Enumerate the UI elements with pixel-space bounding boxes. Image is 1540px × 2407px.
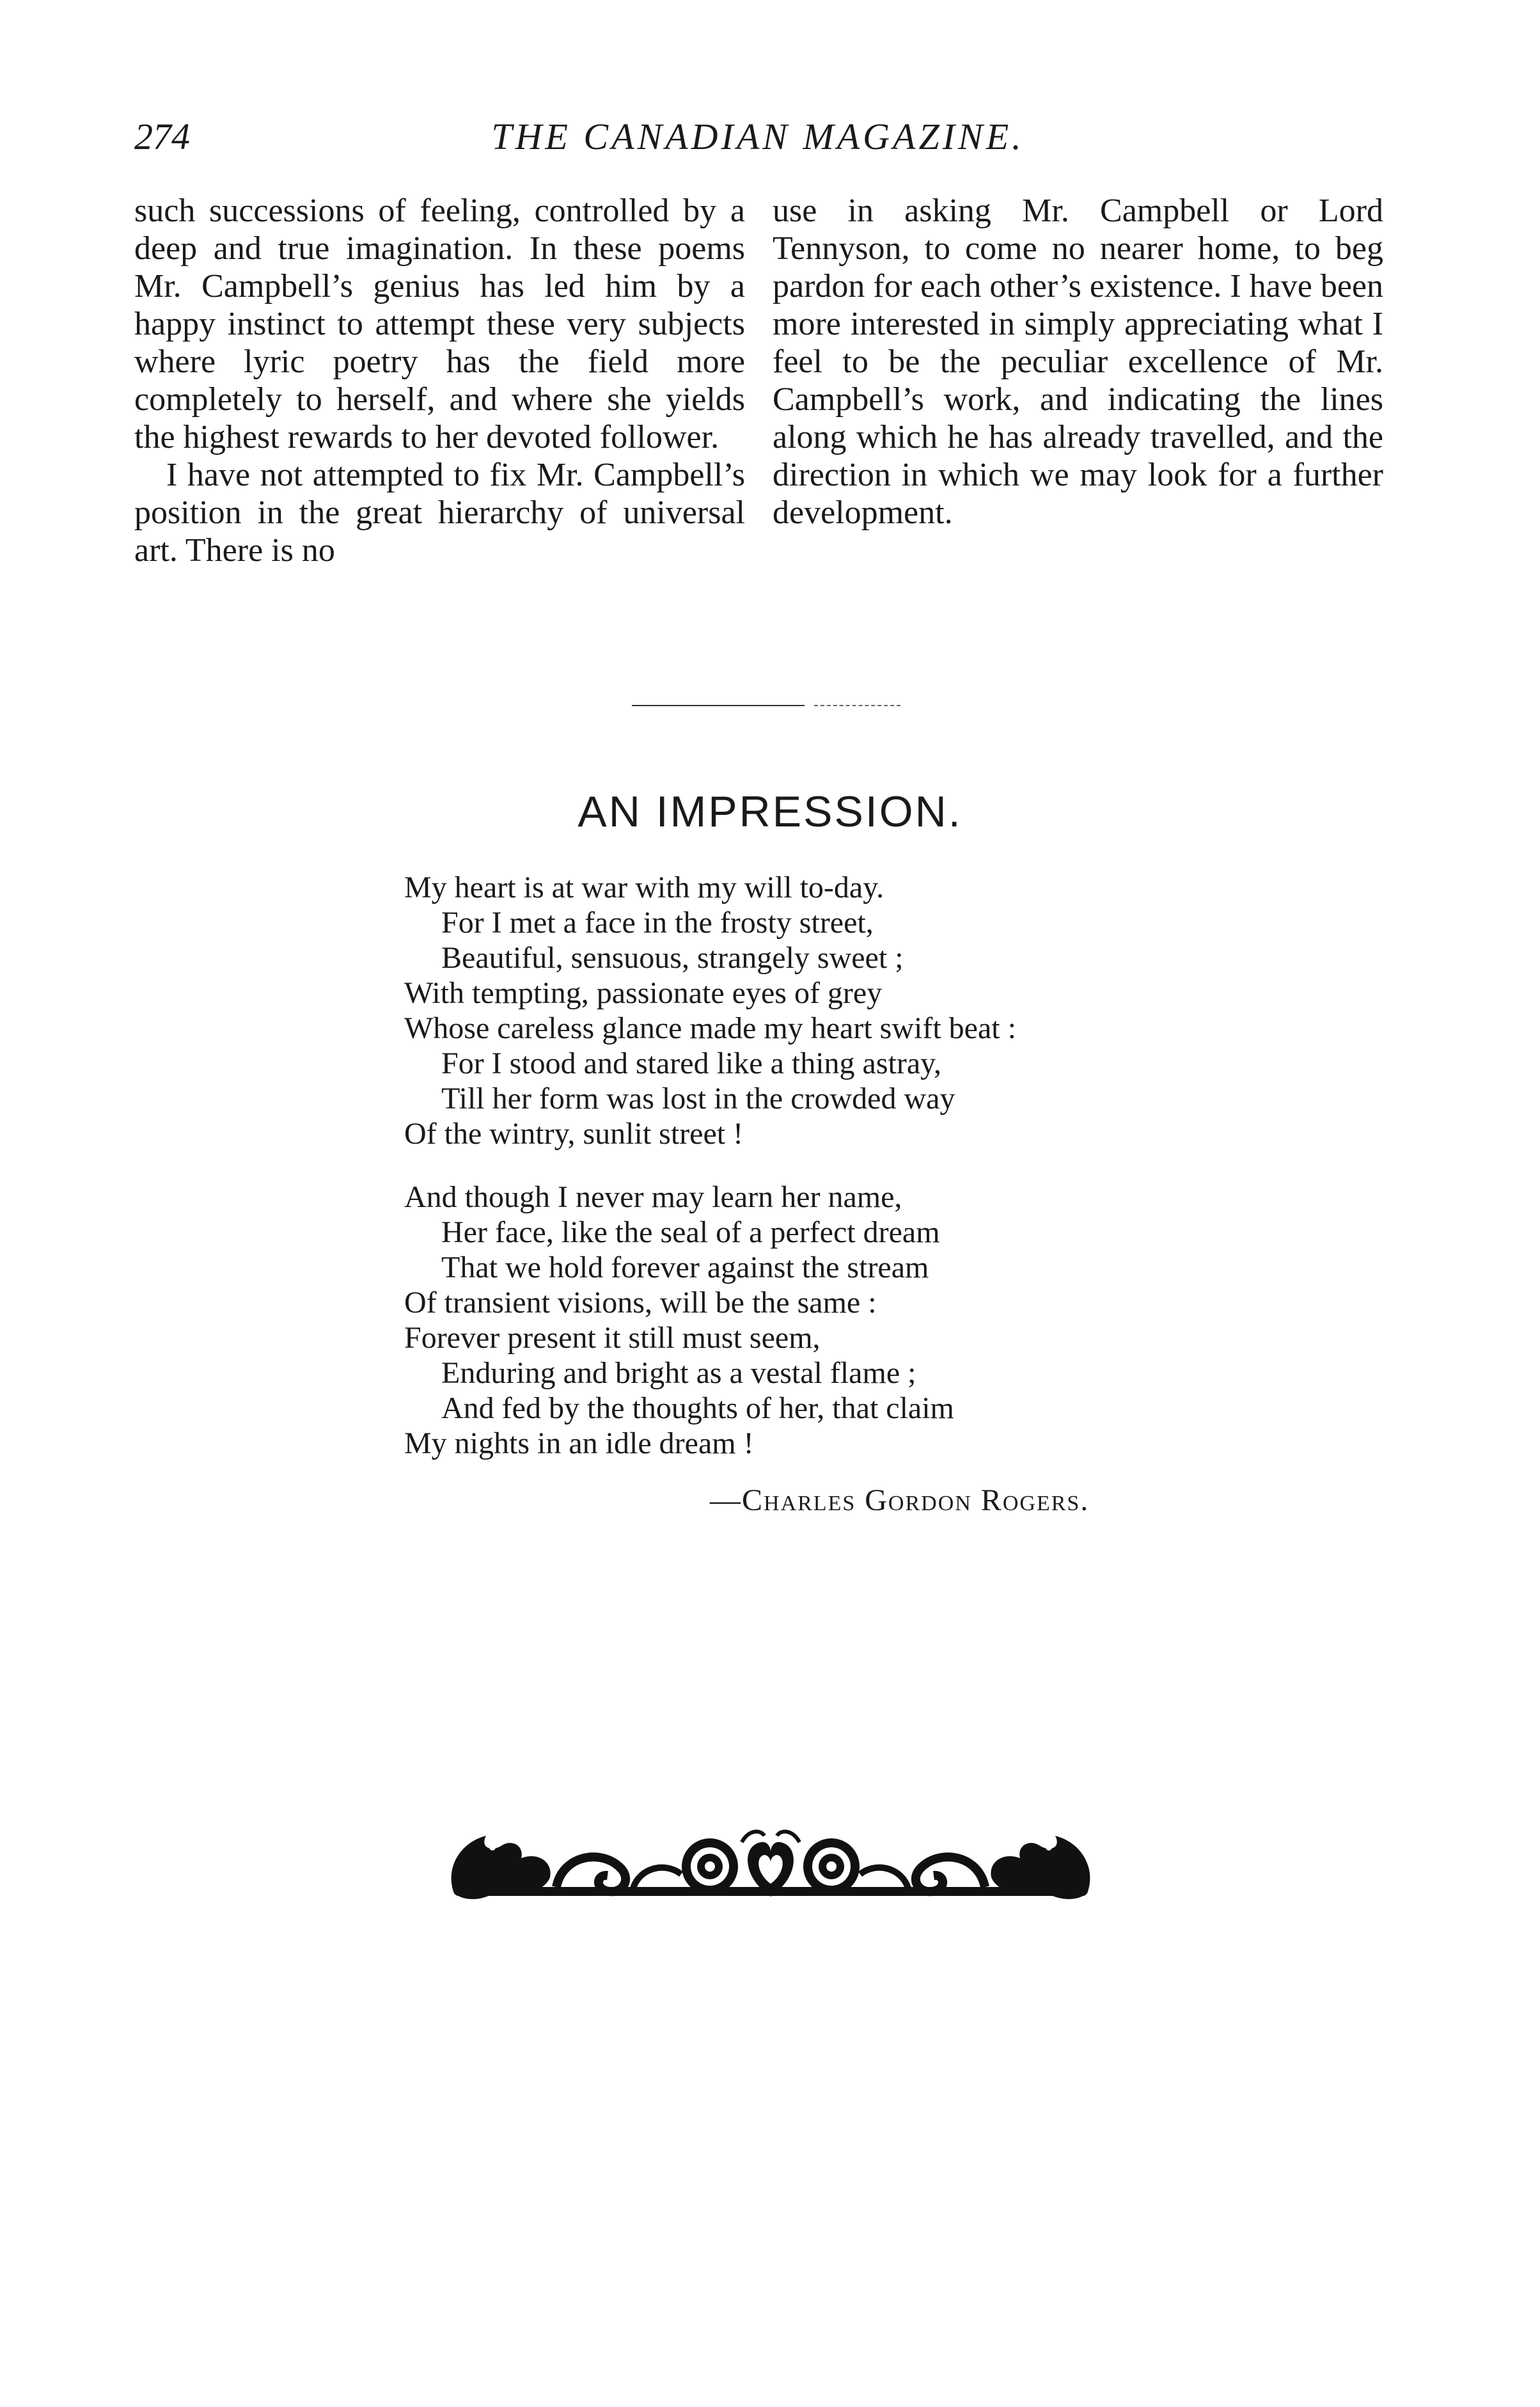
poem-line: Till her form was lost in the crowded way: [441, 1082, 955, 1116]
poem-line: Of the wintry, sunlit street !: [404, 1117, 744, 1151]
poem-line: Her face, like the seal of a perfect dream: [441, 1215, 940, 1249]
page-header: [134, 115, 1381, 166]
poem-line: Of transient visions, will be the same :: [404, 1286, 877, 1320]
poem-line: With tempting, passionate eyes of grey: [404, 976, 883, 1010]
article-paragraph: such successions of feeling, controlled by a deep and true imagination. In these poems Mr. Campbell’s genius has led him by a happy instinct to attempt these very subjects where lyric poetry has the field more completely to herself, and where she yields the highest rewards to her devoted follower.: [134, 193, 745, 455]
running-head: THE CANADIAN MAGAZINE.: [491, 116, 1025, 157]
poem-line: For I met a face in the frosty street,: [441, 906, 874, 940]
poem-line: Whose careless glance made my heart swift beat :: [404, 1011, 1016, 1045]
poem-line: And fed by the thoughts of her, that claim: [441, 1391, 954, 1425]
article-column-right: [773, 192, 1383, 532]
poem-body: [404, 870, 1172, 1461]
article-paragraph: I have not attempted to fix Mr. Campbell’s position in the great hierarchy of universal art. There is no: [134, 457, 745, 569]
poem-line: And though I never may learn her name,: [404, 1180, 902, 1214]
poem-signature: —Charles Gordon Rogers.: [710, 1483, 1090, 1517]
stanza: [404, 870, 1172, 1151]
poem-title: AN IMPRESSION.: [578, 787, 962, 836]
poem-line: Beautiful, sensuous, strangely sweet ;: [441, 941, 904, 975]
stanza: [404, 1180, 1172, 1461]
poem-line: My heart is at war with my will to-day.: [404, 871, 884, 904]
article-paragraph: use in asking Mr. Campbell or Lord Tennyson, to come no nearer home, to beg pardon for each other’s existence. I have been more interested in simply appreciating what I feel to be the peculiar excellence of Mr. Campbell’s work, and indicating the lines along which he has already travelled, and the direction in which we may look for a further development.: [773, 193, 1383, 531]
poem-line: That we hold forever against the stream: [441, 1251, 929, 1284]
section-divider: [632, 704, 900, 707]
poem-line: My nights in an idle dream !: [404, 1426, 754, 1460]
article-column-left: [134, 192, 745, 569]
decorative-ornament: [441, 1817, 1100, 1913]
page-number: 274: [134, 116, 190, 157]
poem-line: Enduring and bright as a vestal flame ;: [441, 1356, 916, 1390]
poem-line: For I stood and stared like a thing astray,: [441, 1046, 942, 1080]
poem-line: Forever present it still must seem,: [404, 1321, 821, 1355]
